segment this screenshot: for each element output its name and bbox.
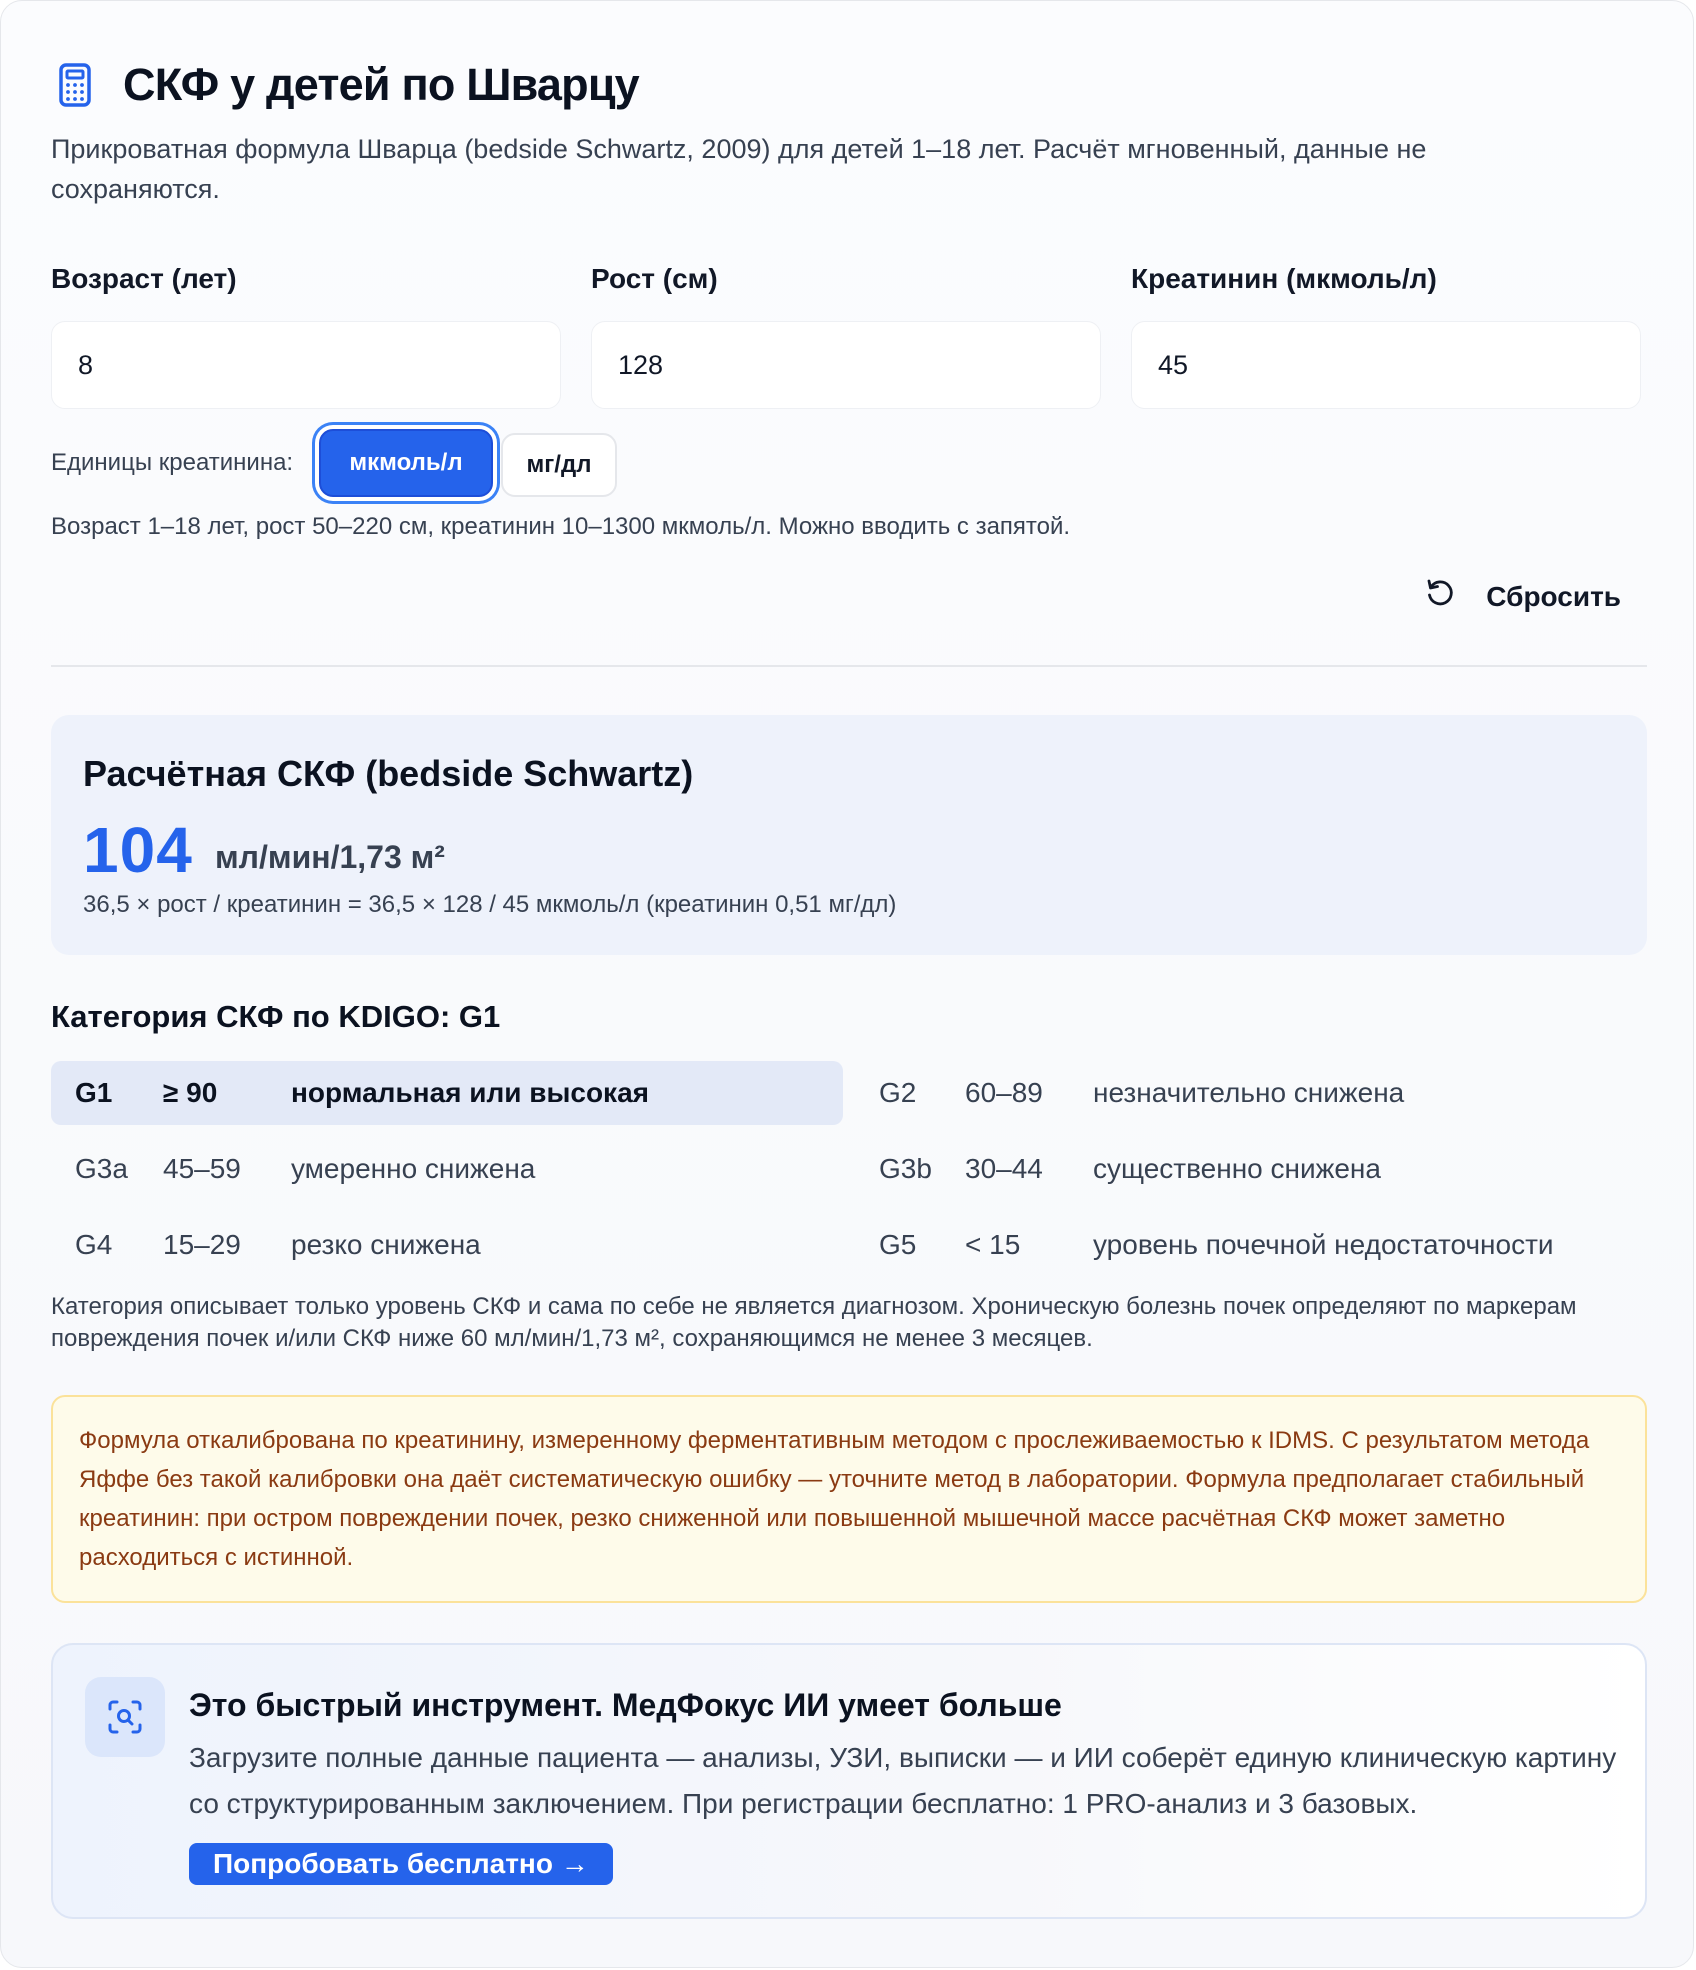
category-code: G5 [879, 1229, 917, 1260]
header [51, 59, 639, 111]
category-range: 30–44 [965, 1153, 1043, 1184]
units-label: Единицы креатинина: [51, 449, 294, 476]
input-hint: Возраст 1–18 лет, рост 50–220 см, креатинин 10–1300 мкмоль/л. Можно вводить с запятой. [51, 513, 1071, 540]
height-label: Рост (см) [591, 263, 718, 294]
category-code: G2 [879, 1077, 917, 1108]
category-desc: существенно снижена [1093, 1153, 1381, 1184]
category-range: 45–59 [163, 1153, 241, 1184]
unit-mgdl-button[interactable]: мг/дл [501, 433, 617, 497]
reset-button[interactable] [1424, 577, 1621, 616]
promo-text: Загрузите полные данные пациента — анализы, УЗИ, выписки — и ИИ соберёт единую клиническую картину со структурированным заключением. При регистрации бесплатно: 1 PRO-анализ и 3 базовых. [189, 1742, 1617, 1819]
creatinine-label: Креатинин (мкмоль/л) [1131, 263, 1437, 294]
result-panel [51, 715, 1647, 955]
warning-box: Формула откалибрована по креатинину, измеренному ферментативным методом с прослеживаемостью к IDMS. С результатом метода Яффе без такой калибровки она даёт систематическую ошибку — уточните метод в лаборатории. Формула предполагает стабильный креатинин: при остром повреждении почек, резко сниженной или повышенной мышечной массе расчётная СКФ может заметно расходиться с истинной. [51, 1395, 1647, 1603]
category-row-g2 [855, 1061, 1647, 1125]
promo-title: Это быстрый инструмент. МедФокус ИИ умеет больше [189, 1687, 1062, 1723]
category-range: ≥ 90 [163, 1077, 218, 1108]
category-range: < 15 [965, 1229, 1021, 1260]
page-subtitle: Прикроватная формула Шварца (bedside Schwartz, 2009) для детей 1–18 лет. Расчёт мгновенный, данные не сохраняются. [51, 134, 1427, 204]
page-title: СКФ у детей по Шварцу [123, 59, 639, 110]
age-input[interactable] [51, 321, 561, 409]
result-title: Расчётная СКФ (bedside Schwartz) [83, 753, 694, 794]
gfr-value: 104 [83, 814, 193, 886]
category-desc: умеренно снижена [291, 1153, 536, 1184]
gfr-unit: мл/мин/1,73 м² [215, 839, 445, 875]
category-code: G4 [75, 1229, 113, 1260]
category-desc: незначительно снижена [1093, 1077, 1405, 1108]
category-desc: резко снижена [291, 1229, 481, 1260]
unit-umol-button[interactable]: мкмоль/л [319, 429, 493, 497]
creatinine-value: 45 [1158, 349, 1189, 380]
reset-icon [1424, 577, 1486, 616]
category-desc: уровень почечной недостаточности [1093, 1229, 1554, 1260]
height-input[interactable] [591, 321, 1101, 409]
try-free-button[interactable]: Попробовать бесплатно → [189, 1843, 613, 1885]
calculator-icon [51, 61, 99, 109]
divider [51, 665, 1647, 667]
height-value: 128 [618, 349, 664, 380]
category-code: G1 [75, 1077, 113, 1108]
creatinine-input[interactable] [1131, 321, 1641, 409]
category-row-g4 [51, 1213, 843, 1277]
promo-card [51, 1643, 1647, 1919]
category-code: G3b [879, 1153, 932, 1184]
category-row-g5 [855, 1213, 1647, 1277]
reset-label: Сбросить [1486, 580, 1621, 612]
age-value: 8 [78, 349, 94, 380]
category-row-g3a [51, 1137, 843, 1201]
scan-search-icon [85, 1677, 165, 1757]
category-range: 60–89 [965, 1077, 1043, 1108]
category-row-g1 [51, 1061, 843, 1125]
category-note: Категория описывает только уровень СКФ и сама по себе не является диагнозом. Хроническую болезнь почек определяют по маркерам повреждения почек и/или СКФ ниже 60 мл/мин/1,73 м², сохраняющимся не менее 3 месяцев. [51, 1293, 1577, 1352]
age-label: Возраст (лет) [51, 263, 237, 294]
category-row-g3b [855, 1137, 1647, 1201]
category-code: G3a [75, 1153, 128, 1184]
category-title: Категория СКФ по KDIGO: G1 [51, 999, 501, 1034]
category-desc: нормальная или высокая [291, 1077, 649, 1108]
category-range: 15–29 [163, 1229, 241, 1260]
result-formula: 36,5 × рост / креатинин = 36,5 × 128 / 45 мкмоль/л (креатинин 0,51 мг/дл) [83, 891, 897, 918]
